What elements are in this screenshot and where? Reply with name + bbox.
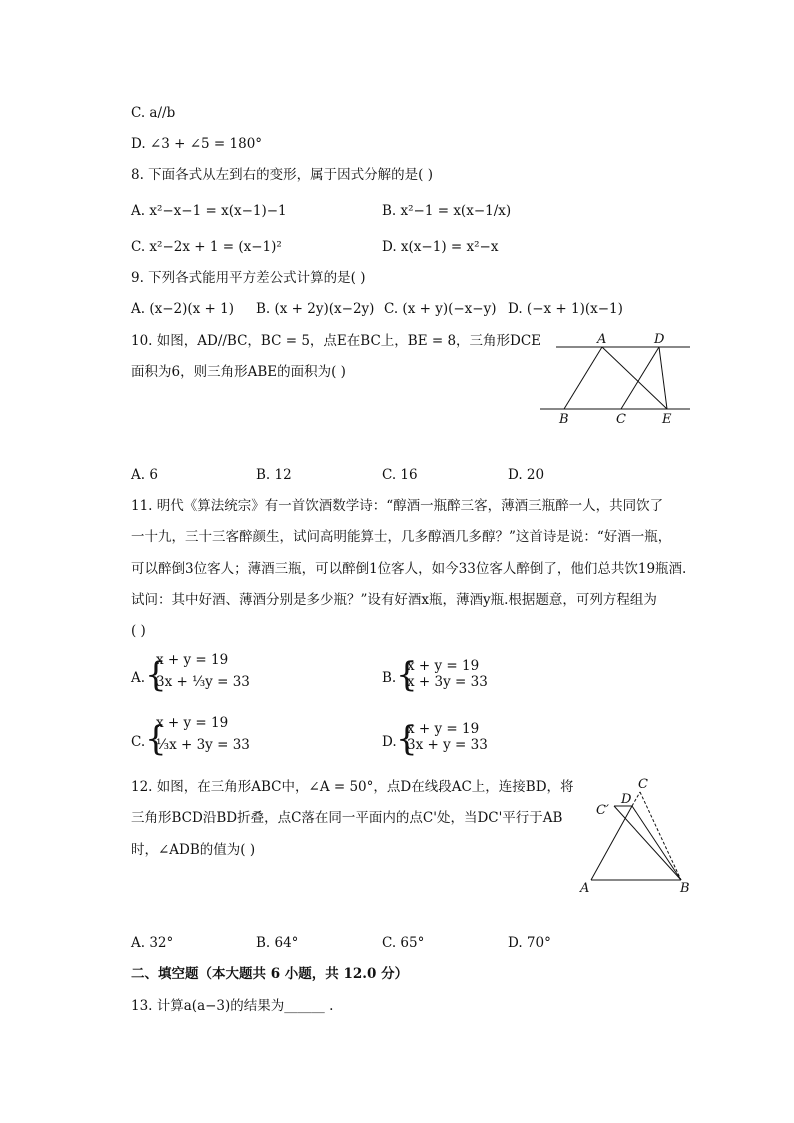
q8-option-b: B. x²−1 = x(x−1/x)	[382, 203, 512, 219]
q12-label-cprime: C′	[596, 803, 609, 818]
q8-option-a: A. x²−x−1 = x(x−1)−1	[131, 203, 287, 219]
q12-option-d: D. 70°	[508, 935, 551, 951]
q10-seg-ae	[602, 347, 667, 409]
q12-seg-bc-dashed	[640, 792, 681, 880]
q11-stem-line1: 11. 明代《算法统宗》有一首饮酒数学诗：“醇酒一瓶醉三客，薄酒三瓶醉一人，共同饮了	[131, 498, 664, 514]
q9-stem: 9. 下列各式能用平方差公式计算的是( )	[131, 270, 366, 286]
q12-label-b: B	[680, 881, 690, 896]
q7-option-d: D. ∠3 + ∠5 = 180°	[131, 136, 263, 152]
q11-option-c-eq2: ⅓x + 3y = 33	[156, 737, 250, 753]
q11-option-a-brace: {	[145, 655, 167, 695]
q11-option-d-brace: {	[396, 719, 418, 759]
q10-stem-line1: 10. 如图，AD//BC，BC = 5，点E在BC上，BE = 8，三角形DCE	[131, 333, 542, 349]
q10-seg-ab	[564, 347, 602, 409]
q12-option-b: B. 64°	[256, 935, 299, 951]
q11-option-c-label: C.	[131, 734, 146, 750]
q9-option-a: A. (x−2)(x + 1)	[131, 301, 235, 317]
q12-label-c: C	[638, 777, 648, 792]
q8-option-c: C. x²−2x + 1 = (x−1)²	[131, 239, 282, 255]
q8-stem: 8. 下面各式从左到右的变形，属于因式分解的是( )	[131, 167, 433, 183]
section-heading-fill-blank: 二、填空题（本大题共 6 小题，共 12.0 分）	[131, 966, 409, 982]
q10-option-c: C. 16	[382, 467, 418, 483]
q11-stem-line3: 可以醉倒3位客人；薄酒三瓶，可以醉倒1位客人，如今33位客人醉倒了，他们总共饮19瓶酒.	[131, 561, 687, 577]
q11-option-a-label: A.	[131, 670, 146, 686]
q9-option-b: B. (x + 2y)(x−2y)	[256, 301, 375, 317]
q9-option-d: D. (−x + 1)(x−1)	[508, 301, 623, 317]
q10-option-b: B. 12	[256, 467, 292, 483]
q12-label-d: D	[621, 792, 632, 807]
q11-option-b-brace: {	[396, 655, 418, 695]
q12-seg-bcp	[614, 806, 681, 880]
q11-stem-line4: 试问：其中好酒、薄酒分别是多少瓶？”设有好酒x瓶，薄酒y瓶.根据题意，可列方程组为	[131, 592, 657, 608]
q10-label-d: D	[654, 332, 665, 347]
q12-stem-line2: 三角形BCD沿BD折叠，点C落在同一平面内的点C'处，当DC'平行于AB	[131, 810, 563, 826]
q11-option-b-label: B.	[382, 670, 397, 686]
q11-stem-line5: ( )	[131, 623, 146, 639]
q10-label-b: B	[559, 412, 569, 427]
q10-option-a: A. 6	[131, 467, 158, 483]
q10-label-e: E	[662, 412, 672, 427]
q10-label-c: C	[616, 412, 626, 427]
q11-option-d-eq2: 3x + y = 33	[407, 737, 488, 753]
q10-label-a: A	[597, 332, 607, 347]
q11-option-c-brace: {	[145, 719, 167, 759]
q11-stem-line2: 一十九，三十三客醉颜生，试问高明能算士，几多醇酒几多醇？”这首诗是说：“好酒一瓶，	[131, 529, 672, 545]
q12-figure	[572, 772, 697, 898]
q12-option-a: A. 32°	[131, 935, 174, 951]
q11-option-a-eq2: 3x + ⅓y = 33	[156, 674, 250, 690]
q12-stem-line1: 12. 如图，在三角形ABC中，∠A = 50°，点D在线段AC上，连接BD，将	[131, 779, 574, 795]
q11-option-d-label: D.	[382, 734, 397, 750]
q8-option-d: D. x(x−1) = x²−x	[382, 239, 499, 255]
q11-option-c-eq1: x + y = 19	[156, 715, 229, 731]
q7-option-c: C. a//b	[131, 105, 176, 121]
q11-option-d-eq1: x + y = 19	[407, 721, 480, 737]
q12-stem-line3: 时，∠ADB的值为( )	[131, 842, 256, 858]
q12-seg-dc-dashed	[632, 792, 640, 806]
q10-seg-dc	[621, 347, 659, 409]
q9-option-c: C. (x + y)(−x−y)	[384, 301, 497, 317]
q13-stem: 13. 计算a(a−3)的结果为______ .	[131, 998, 334, 1014]
q10-stem-line2: 面积为6，则三角形ABE的面积为( )	[131, 364, 346, 380]
q12-label-a: A	[580, 881, 590, 896]
q10-option-d: D. 20	[508, 467, 545, 483]
q11-option-b-eq1: x + y = 19	[407, 658, 480, 674]
q11-option-a-eq1: x + y = 19	[156, 652, 229, 668]
q11-option-b-eq2: x + 3y = 33	[407, 674, 488, 690]
q12-option-c: C. 65°	[382, 935, 425, 951]
q10-seg-de	[659, 347, 667, 409]
q10-figure	[540, 330, 700, 430]
q12-seg-bd	[632, 806, 681, 880]
